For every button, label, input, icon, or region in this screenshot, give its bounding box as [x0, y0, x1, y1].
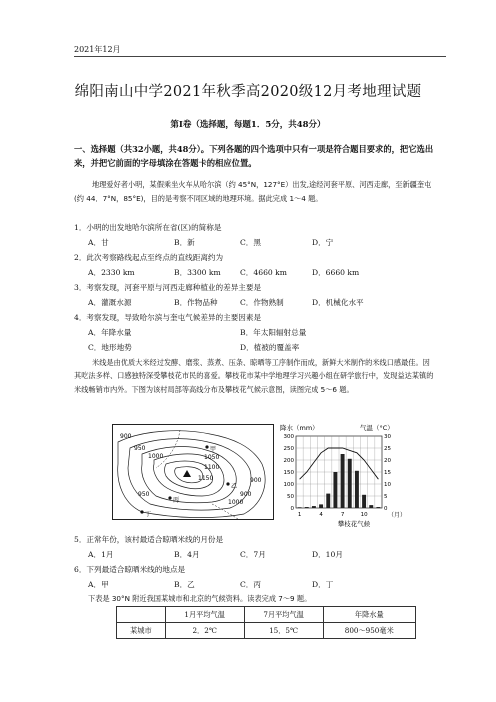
x-axis-unit: （月） — [388, 512, 407, 519]
q2-option-a[interactable]: A．2330 km — [88, 268, 135, 277]
right-axis-label: 气温（°C） — [360, 424, 394, 432]
point-label-bing: 丙 — [173, 497, 180, 504]
table-header-cell: 年降水量 — [323, 607, 415, 623]
q4-option-b[interactable]: B．年太阳辐射总量 — [240, 328, 307, 337]
chart-caption: 攀枝花气候 — [337, 520, 371, 528]
right-tick-label: 15 — [384, 470, 391, 476]
q6-option-a[interactable]: A．甲 — [88, 580, 109, 589]
q2-option-c[interactable]: C．4660 km — [240, 268, 287, 277]
part-title: 第I卷（选择题，每题1．5分，共48分） — [170, 120, 326, 130]
x-tick-label: 7 — [340, 512, 345, 518]
contour-label-1050: 1050 — [204, 454, 220, 461]
q1-option-b[interactable]: B．新 — [174, 238, 195, 247]
climate-table — [116, 606, 416, 639]
q4-option-c[interactable]: C．地形地势 — [88, 343, 132, 352]
table-cell: 15．5℃ — [244, 623, 323, 639]
precip-bar — [333, 472, 337, 508]
contour-label-950b: 950 — [138, 491, 150, 498]
contour-map — [112, 424, 274, 520]
header-divider — [74, 56, 446, 57]
table-cell: 800～950毫米 — [323, 623, 415, 639]
table-header-cell — [117, 607, 166, 623]
point-label-jia: 甲 — [210, 446, 217, 453]
point-yi — [226, 482, 229, 485]
contour-label-900c: 900 — [250, 477, 262, 484]
contour-label-950: 950 — [134, 445, 146, 452]
left-axis-label: 降水（mm） — [280, 424, 319, 432]
question-1: 1．小明的出发地哈尔滨所在省(区)的简称是 — [74, 223, 222, 232]
map-frame — [113, 425, 274, 520]
q3-option-c[interactable]: C．作物熟制 — [240, 298, 284, 307]
point-label-yi: 乙 — [231, 483, 238, 490]
precip-bar — [312, 506, 316, 508]
right-tick-label: 5 — [384, 494, 388, 500]
header-date: 2021年12月 — [74, 45, 121, 54]
contour-label-900: 900 — [120, 433, 132, 440]
question-4: 4．考察发现，导致哈尔滨与奎屯气候差异的主要因素是 — [74, 313, 262, 322]
q2-option-b[interactable]: B．3300 km — [174, 268, 221, 277]
section-instructions: 一、选择题（共32小题，共48分）。下列各题的四个选项中只有一项是符合题目要求的，把它选出来，并把它前面的字母填涂在答题卡的相应位置。 — [74, 144, 434, 168]
q5-option-c[interactable]: C．7月 — [240, 550, 266, 559]
exam-title: 绵阳南山中学2021年秋季高2020级12月考地理试题 — [74, 84, 422, 100]
table-cell: 某城市 — [117, 623, 166, 639]
point-ding — [140, 510, 143, 513]
q4-option-d[interactable]: D．植被的覆盖率 — [240, 343, 300, 352]
intro-paragraph-3: 下表是 30°N 附近我国某城市和北京的气候资料。读表完成 7～9 题。 — [88, 594, 312, 603]
contour-label-900b: 900 — [240, 491, 252, 498]
precip-bar — [362, 495, 366, 508]
q2-option-d[interactable]: D．6660 km — [312, 268, 360, 277]
left-tick-label: 300 — [283, 434, 294, 440]
right-tick-label: 0 — [384, 506, 388, 512]
point-jia — [205, 445, 208, 448]
precip-bar — [319, 504, 323, 508]
x-tick-label: 10 — [360, 512, 368, 518]
right-tick-label: 20 — [384, 458, 391, 464]
precip-bar — [348, 459, 352, 508]
contour-label-1000b: 1000 — [228, 499, 244, 506]
question-2: 2．此次考察路线起点至终点的直线距离约为 — [74, 253, 224, 262]
q6-option-d[interactable]: D．丁 — [312, 580, 334, 589]
q3-option-a[interactable]: A．灌溉水源 — [88, 298, 132, 307]
x-tick-label: 1 — [297, 512, 302, 518]
contour-label-1000: 1000 — [148, 453, 164, 460]
left-tick-label: 50 — [287, 494, 294, 500]
q5-option-d[interactable]: D．10月 — [312, 550, 343, 559]
right-tick-label: 30 — [384, 434, 391, 440]
left-tick-label: 100 — [283, 482, 294, 488]
right-tick-label: 10 — [384, 482, 391, 488]
q5-option-b[interactable]: B．4月 — [174, 550, 200, 559]
table-cell: 2．2℃ — [165, 623, 244, 639]
precip-bar — [341, 454, 345, 508]
point-label-ding: 丁 — [145, 511, 152, 518]
q4-option-a[interactable]: A．年降水量 — [88, 328, 132, 337]
q1-option-c[interactable]: C．黑 — [240, 238, 261, 247]
table-header-row — [117, 607, 416, 623]
q1-option-d[interactable]: D．宁 — [312, 238, 334, 247]
climate-chart — [278, 422, 408, 530]
question-3: 3．考察发现，河套平原与河西走廊种植业的差异主要是 — [74, 283, 262, 292]
table-header-cell: 7月平均气温 — [244, 607, 323, 623]
table-row — [117, 623, 416, 639]
q1-option-a[interactable]: A．甘 — [88, 238, 109, 247]
q5-option-a[interactable]: A．1月 — [88, 550, 114, 559]
left-tick-label: 150 — [283, 470, 294, 476]
precip-bar — [355, 471, 359, 508]
right-tick-label: 25 — [384, 446, 391, 452]
point-bing — [168, 496, 171, 499]
contour-label-1100: 1100 — [204, 464, 220, 471]
contour-label-1150: 1150 — [198, 475, 214, 482]
question-6: 6．下列最适合晾晒米线的地点是 — [74, 565, 186, 574]
q6-option-b[interactable]: B．乙 — [174, 580, 195, 589]
left-tick-label: 0 — [290, 506, 294, 512]
intro-paragraph-2: 米线是由优质大米经过发酵、磨浆、蒸煮、压条、晾晒等工序制作而成，新鲜大米制作的米线口感最佳。因其吃法多样、口感独特深受攀枝花市民的喜爱。攀枝花市某中学地理学习兴趣小组在研学旅行中，发现益达某镇的米线畅销市内外。下图为该村局部等高线分布及攀枝花气候示意图，读图完成 5～6 题。 — [74, 358, 434, 394]
precip-bar — [305, 507, 309, 508]
table-header-cell: 1月平均气温 — [165, 607, 244, 623]
q6-option-c[interactable]: C．丙 — [240, 580, 261, 589]
intro-paragraph-1: 地理爱好者小明，某假乘坐火车从哈尔滨（约 45°N，127°E）出发,途经河套平原、河西走廊，至新疆奎屯(约 44．7°N，85°E)，目的是考察不同区域的地理环境。据此完成 1～4 题。 — [74, 180, 432, 203]
q3-option-b[interactable]: B．作物品种 — [174, 298, 218, 307]
left-tick-label: 250 — [283, 446, 294, 452]
precip-bar — [369, 505, 373, 508]
q3-option-d[interactable]: D．机械化水平 — [312, 298, 364, 307]
left-tick-label: 200 — [283, 458, 294, 464]
precip-bar — [298, 507, 302, 508]
precip-bar — [326, 494, 330, 508]
precip-bar — [376, 507, 380, 508]
question-5: 5．正常年份，该村最适合晾晒米线的月份是 — [74, 535, 224, 544]
x-tick-label: 4 — [319, 512, 323, 518]
